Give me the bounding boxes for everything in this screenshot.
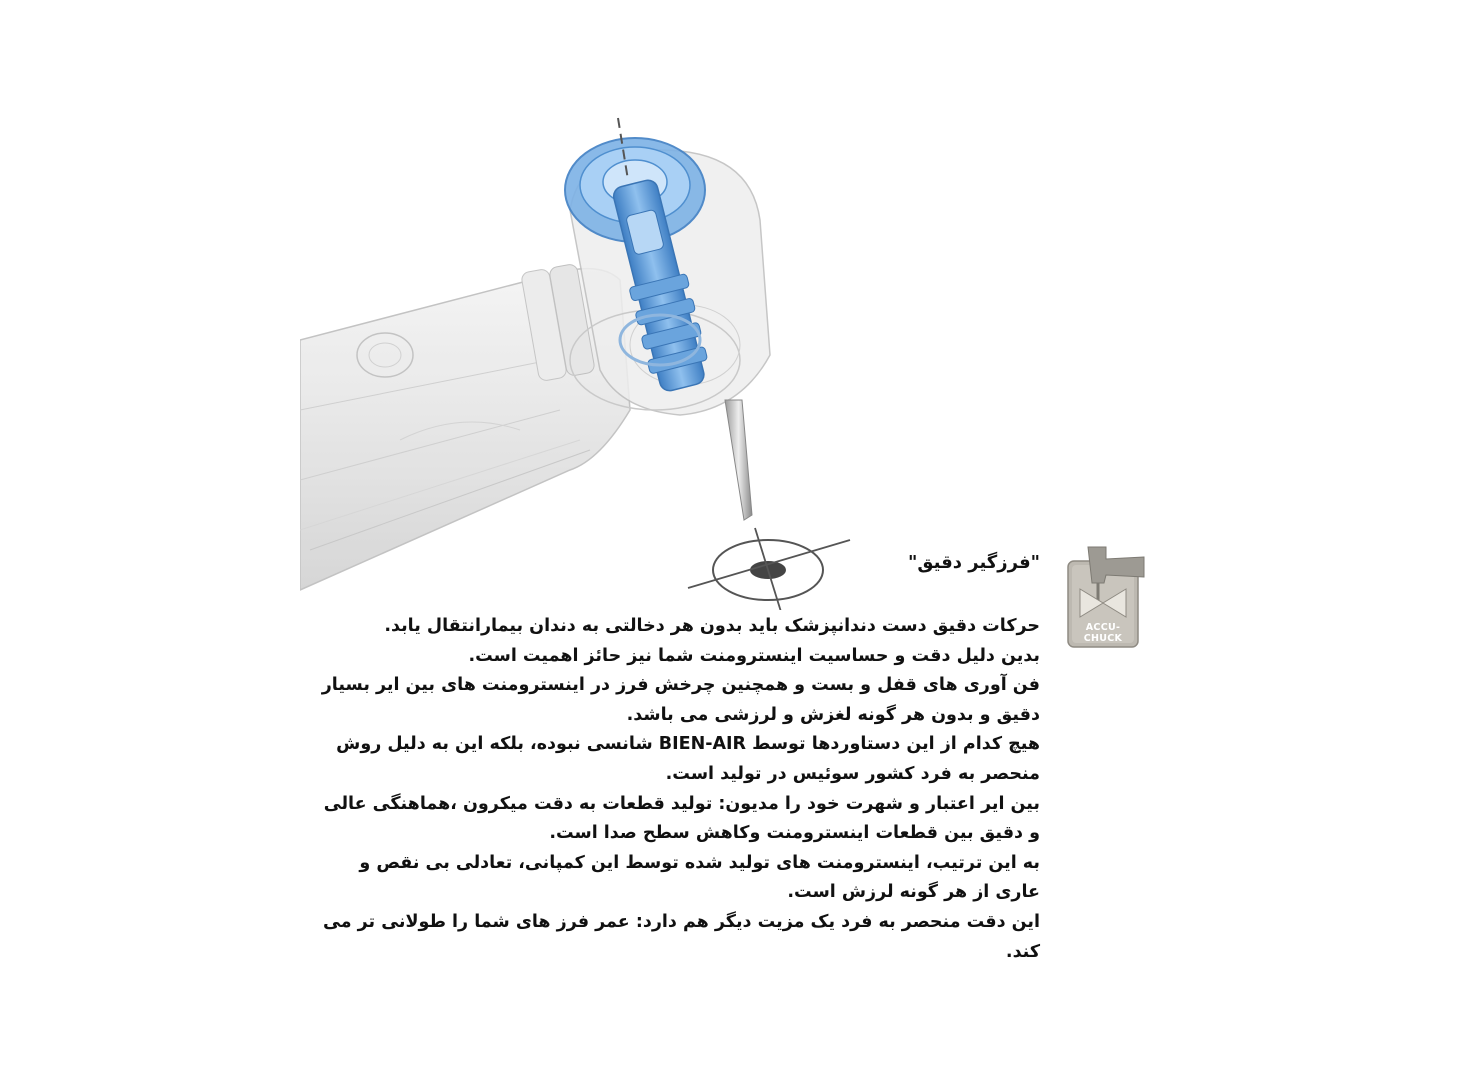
paragraph: به این ترتیب، اینسترومنت های تولید شده توسط این کمپانی، تعادلی بی نقص و عاری از هر گونه لرزش است. [359,852,1040,903]
section-heading: "فرزگیر دقیق" [908,552,1040,573]
paragraph: این دقت منحصر به فرد یک مزیت دیگر هم دارد: عمر فرز های شما را طولانی تر می کند. [323,911,1040,962]
body-text [318,612,1040,967]
bur [725,400,752,520]
paragraph: بین ایر اعتبار و شهرت خود را مدیون: تولید قطعات به دقت میکرون ،هماهنگی عالی و دقیق بین قطعات اینسترومنت وکاهش سطح صدا است. [323,793,1040,844]
handpiece-illustration [300,110,860,610]
accu-chuck-logo [1066,543,1148,649]
logo-text-line2: CHUCK [1083,633,1123,644]
paragraph: فن آوری های قفل و بست و همچنین چرخش فرز در اینسترومنت های بین ایر بسیار دقیق و بدون هر گونه لغزش و لرزشی می باشد. [321,675,1040,725]
paragraph: بدین دلیل دقت و حساسیت اینسترومنت شما نیز حائز اهمیت است. [468,645,1040,666]
logo-text-line1: ACCU- [1085,622,1121,633]
paragraph: هیچ کدام از این دستاوردها توسط BIEN-AIR شانسی نبوده، بلکه این به دلیل روش منحصر به فرد کشور سوئیس در تولید است. [336,734,1040,784]
paragraph: حرکات دقیق دست دندانپزشک باید بدون هر دخالتی به دندان بیمارانتقال یابد. [384,616,1040,636]
